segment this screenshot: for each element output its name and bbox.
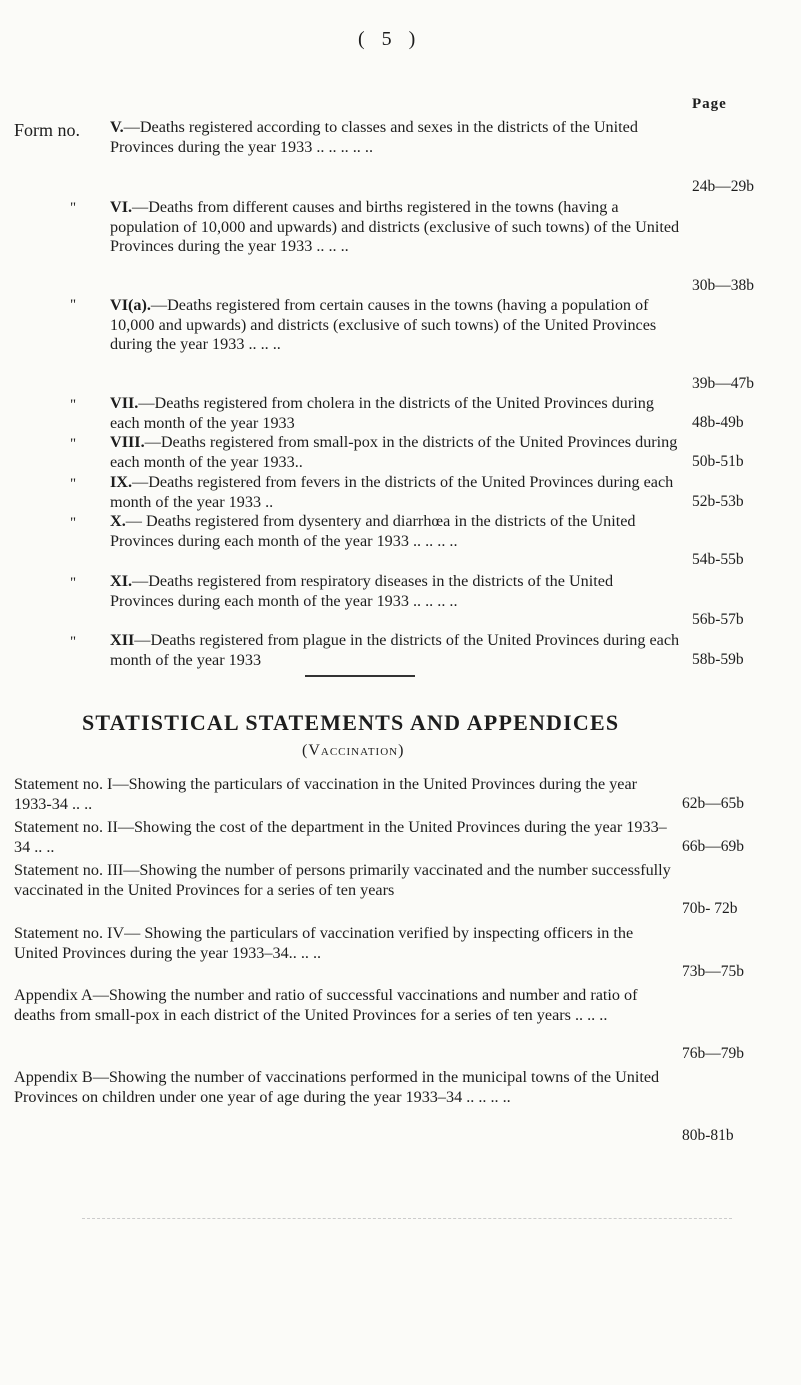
- statement-description: —Showing the number of persons primarily vaccinated and the number successfully vaccinated in the United Provinces for a series of ten years: [14, 861, 671, 899]
- form-number: VI.: [110, 198, 133, 216]
- ditto-mark: ": [70, 397, 77, 413]
- statement-label: Statement no. I: [14, 775, 113, 793]
- form-description: —Deaths registered from plague in the districts of the United Provinces during each month of the year 1933: [110, 631, 680, 669]
- form-number: V.: [110, 118, 124, 136]
- section-title: STATISTICAL STATEMENTS AND APPENDICES: [82, 710, 620, 735]
- ditto-mark: ": [70, 297, 77, 313]
- list-item: [110, 473, 680, 512]
- page-range: 52b-53b: [692, 493, 744, 510]
- list-item: [14, 861, 674, 900]
- list-item: [110, 433, 680, 472]
- list-item: [110, 296, 680, 355]
- list-item: [110, 198, 680, 257]
- section-subtitle: (Vaccination): [302, 742, 405, 759]
- statement-label: Statement no. IV: [14, 924, 125, 942]
- page-range: 50b-51b: [692, 453, 744, 470]
- page-range: 66b—69b: [682, 838, 744, 855]
- statement-label: Statement no. II: [14, 818, 118, 836]
- page-range: 56b-57b: [692, 611, 744, 628]
- page-range: 76b—79b: [682, 1045, 744, 1062]
- ditto-mark: ": [70, 634, 77, 650]
- list-item: [14, 1068, 674, 1107]
- statement-label: Appendix B: [14, 1068, 93, 1086]
- form-number: VII.: [110, 394, 139, 412]
- list-item: [110, 512, 680, 551]
- page-range: 24b—29b: [692, 178, 754, 195]
- statement-label: Appendix A: [14, 986, 93, 1004]
- list-item: [14, 986, 674, 1025]
- page-number: ( 5 ): [358, 28, 422, 50]
- page-range: 48b-49b: [692, 414, 744, 431]
- page-column-heading: Page: [692, 96, 727, 112]
- form-description: —Deaths registered from respiratory diseases in the districts of the United Provinces during each month of the year 1933 .. .. .. ..: [110, 572, 614, 610]
- list-item: [110, 572, 680, 611]
- statement-description: —Showing the number of vaccinations performed in the municipal towns of the United Provinces on children under one year of age during the year 1933–34 .. .. .. ..: [14, 1068, 660, 1106]
- form-number: XII: [110, 631, 135, 649]
- list-item: [14, 818, 674, 857]
- statement-description: —Showing the number and ratio of successful vaccinations and number and ratio of deaths from small-pox in each district of the United Provinces for a series of ten years .. .. ..: [14, 986, 638, 1024]
- form-description: — Deaths registered from dysentery and diarrhœa in the districts of the United Provinces during each month of the year 1933 .. .. .. ..: [110, 512, 636, 550]
- form-no-label: Form no.: [14, 120, 81, 140]
- form-number: IX.: [110, 473, 133, 491]
- statement-description: —Showing the cost of the department in the United Provinces during the year 1933–34 .. ..: [14, 818, 667, 856]
- ditto-mark: ": [70, 515, 77, 531]
- form-number: X.: [110, 512, 126, 530]
- form-number: XI.: [110, 572, 133, 590]
- ditto-mark: ": [70, 436, 77, 452]
- divider: [305, 675, 415, 677]
- page-range: 30b—38b: [692, 277, 754, 294]
- form-description: —Deaths registered from cholera in the districts of the United Provinces during each month of the year 1933: [110, 394, 654, 432]
- form-number: VI(a).: [110, 296, 151, 314]
- ditto-mark: ": [70, 575, 77, 591]
- list-item: [14, 775, 674, 814]
- list-item: [110, 118, 680, 157]
- page-range: 73b—75b: [682, 963, 744, 980]
- form-description: —Deaths registered from small-pox in the districts of the United Provinces during each month of the year 1933..: [110, 433, 678, 471]
- ditto-mark: ": [70, 200, 77, 216]
- list-item: [110, 631, 680, 670]
- divider: [82, 1218, 732, 1220]
- page-range: 70b- 72b: [682, 900, 738, 917]
- page-range: 39b—47b: [692, 375, 754, 392]
- page-range: 80b-81b: [682, 1127, 734, 1144]
- page-range: 58b-59b: [692, 651, 744, 668]
- form-description: —Deaths registered according to classes and sexes in the districts of the United Provinces during the year 1933 .. .. .. .. ..: [110, 118, 638, 156]
- list-item: [14, 924, 674, 963]
- statement-label: Statement no. III: [14, 861, 124, 879]
- page-range: 62b—65b: [682, 795, 744, 812]
- page-range: 54b-55b: [692, 551, 744, 568]
- statement-description: — Showing the particulars of vaccination verified by inspecting officers in the United Provinces during the year 1933–34.. .. ..: [14, 924, 634, 962]
- statement-description: —Showing the particulars of vaccination in the United Provinces during the year 1933-34 .. ..: [14, 775, 638, 813]
- form-number: VIII.: [110, 433, 145, 451]
- ditto-mark: ": [70, 476, 77, 492]
- list-item: [110, 394, 680, 433]
- form-description: —Deaths registered from fevers in the districts of the United Provinces during each month of the year 1933 ..: [110, 473, 674, 511]
- form-description: —Deaths registered from certain causes in the towns (having a population of 10,000 and upwards) and districts (exclusive of such towns) of the United Provinces during the year 1933 .. .. ..: [110, 296, 657, 353]
- form-description: —Deaths from different causes and births registered in the towns (having a population of 10,000 and upwards) and districts (exclusive of such towns) of the United Provinces during the year 1933 .. .. ..: [110, 198, 680, 255]
